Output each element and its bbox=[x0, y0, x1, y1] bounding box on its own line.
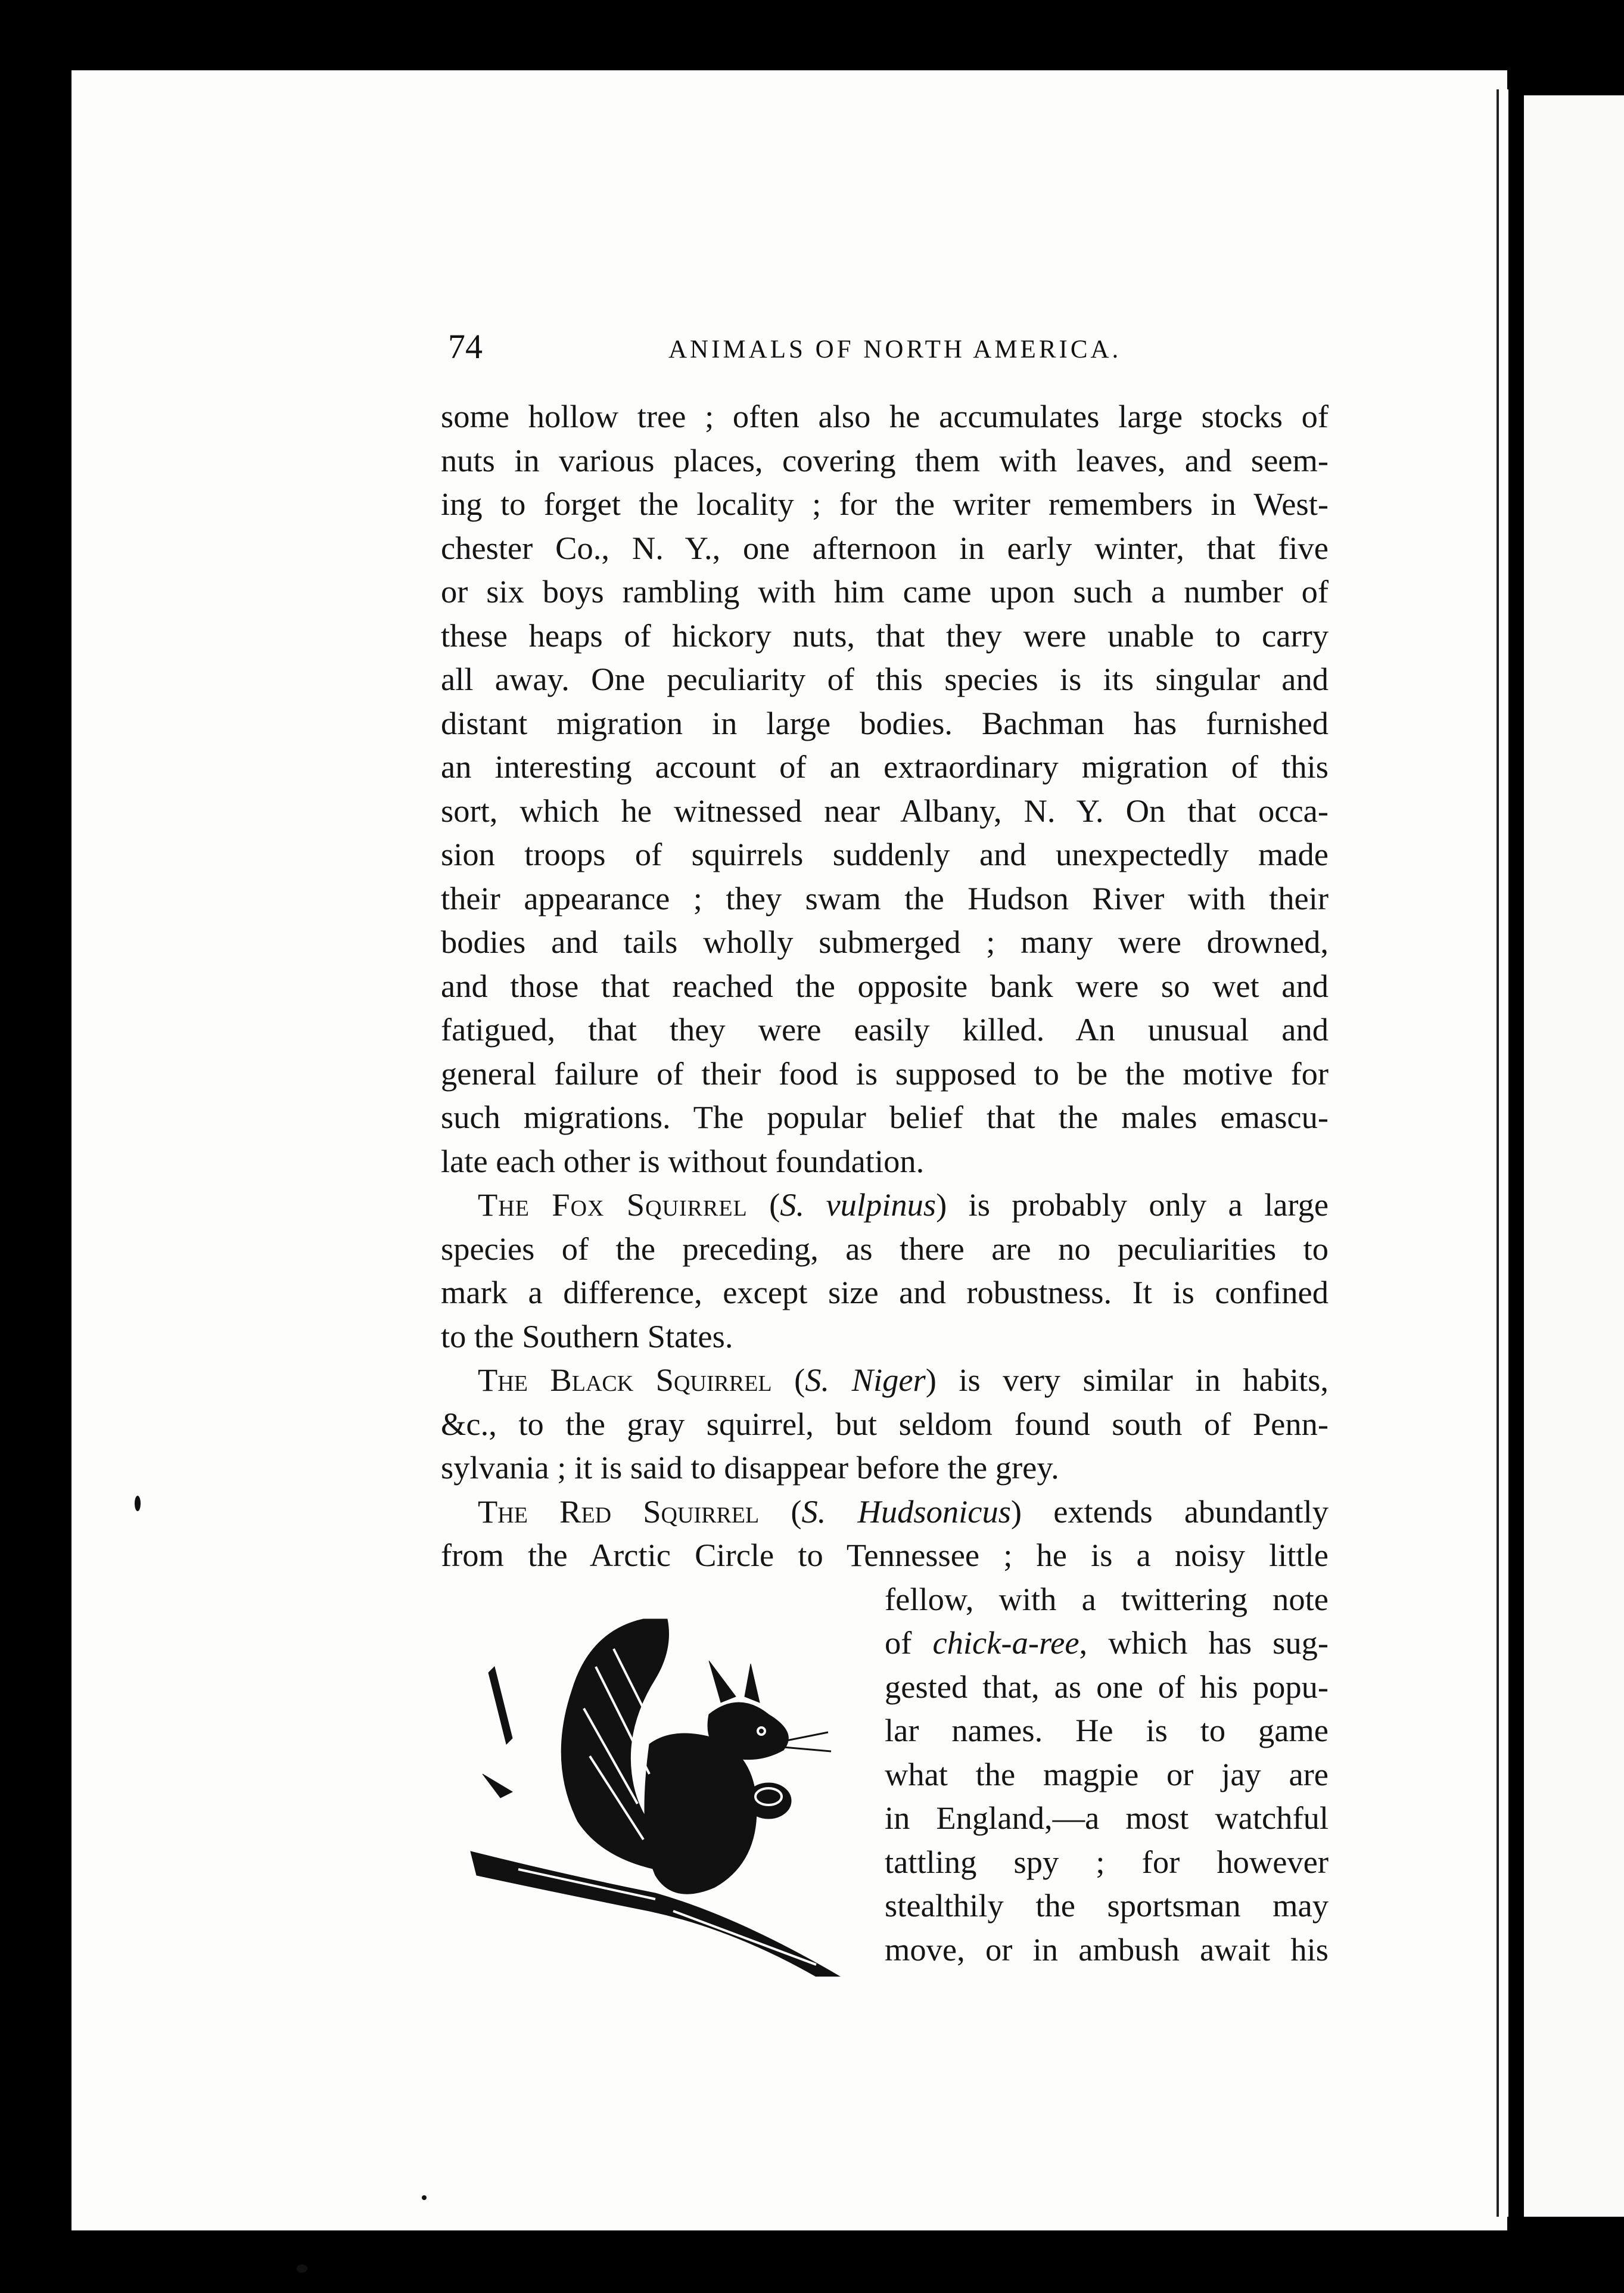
text-line: &c., to the gray squirrel, but seldom found south of Penn- bbox=[441, 1405, 1329, 1442]
text-line bbox=[441, 1183, 1329, 1227]
text-span: ) extends abundantly bbox=[1010, 1493, 1329, 1530]
paragraph-black-squirrel bbox=[441, 1358, 1329, 1490]
facing-page bbox=[1524, 95, 1624, 2217]
scan-speck bbox=[422, 2195, 427, 2200]
text-line: gested that, as one of his popu- bbox=[885, 1668, 1329, 1705]
text-line: stealthily the sportsman may bbox=[885, 1887, 1329, 1924]
text-line bbox=[441, 1490, 1329, 1534]
text-line: sort, which he witnessed near Albany, N. Y. On that occa- bbox=[441, 792, 1329, 829]
red-squirrel-woodcut-illustration bbox=[459, 1595, 864, 1977]
text-line: mark a difference, except size and robustness. It is confined bbox=[441, 1274, 1329, 1310]
text-line: all away. One peculiarity of this species is its singular and bbox=[441, 661, 1329, 697]
text-span: of bbox=[885, 1624, 933, 1661]
text-line: species of the preceding, as there are no peculiarities to bbox=[441, 1230, 1329, 1267]
text-line: general failure of their food is supposed to be the motive for bbox=[441, 1055, 1329, 1092]
species-heading: The Red Squirrel bbox=[478, 1493, 760, 1530]
scientific-name: S. vulpinus bbox=[780, 1186, 937, 1223]
scientific-name: S. Hudsonicus bbox=[801, 1493, 1011, 1530]
illustrated-section bbox=[441, 1577, 1329, 2018]
text-line: sion troops of squirrels suddenly and unexpectedly made bbox=[441, 836, 1329, 872]
running-title: ANIMALS OF NORTH AMERICA. bbox=[668, 335, 1122, 363]
text-line bbox=[885, 1621, 1329, 1665]
text-line: fatigued, that they were easily killed. An unusual and bbox=[441, 1011, 1329, 1048]
page-body bbox=[441, 394, 1329, 2018]
text-line: move, or in ambush await his bbox=[885, 1931, 1329, 1968]
text-line: lar names. He is to game bbox=[885, 1712, 1329, 1748]
text-line: sylvania ; it is said to disappear before the grey. bbox=[441, 1449, 1059, 1486]
scan-speck bbox=[297, 2264, 307, 2273]
text-line: such migrations. The popular belief that the males emascu- bbox=[441, 1099, 1329, 1135]
text-line: an interesting account of an extraordinary migration of this bbox=[441, 748, 1329, 785]
text-span: ) is probably only a large bbox=[936, 1186, 1329, 1223]
text-line: nuts in various places, covering them with leaves, and seem- bbox=[441, 442, 1329, 479]
parenthesis: ( bbox=[771, 1362, 805, 1398]
text-line: in England,—a most watchful bbox=[885, 1800, 1329, 1836]
text-line: what the magpie or jay are bbox=[885, 1756, 1329, 1792]
text-line: to the Southern States. bbox=[441, 1318, 733, 1354]
text-line: distant migration in large bodies. Bachman has furnished bbox=[441, 704, 1329, 741]
text-line: from the Arctic Circle to Tennessee ; he is a noisy little bbox=[441, 1537, 1329, 1573]
text-line: chester Co., N. Y., one afternoon in early winter, that five bbox=[441, 529, 1329, 566]
text-line: ing to forget the locality ; for the writer remembers in West- bbox=[441, 486, 1329, 522]
text-line: tattling spy ; for however bbox=[885, 1843, 1329, 1880]
page-header bbox=[448, 327, 1324, 374]
parenthesis: ( bbox=[747, 1186, 780, 1223]
scientific-name: S. Niger bbox=[805, 1362, 926, 1398]
text-line: and those that reached the opposite bank were so wet and bbox=[441, 967, 1329, 1004]
paragraph-red-squirrel bbox=[441, 1490, 1329, 2018]
text-line bbox=[441, 1358, 1329, 1402]
scan-speck bbox=[135, 1496, 141, 1511]
species-heading: The Black Squirrel bbox=[478, 1362, 772, 1398]
parenthesis: ( bbox=[759, 1493, 802, 1530]
text-span: ) is very similar in habits, bbox=[925, 1362, 1329, 1398]
paragraph-continued bbox=[441, 394, 1329, 1183]
text-line: some hollow tree ; often also he accumulates large stocks of bbox=[441, 398, 1329, 434]
page-number: 74 bbox=[448, 327, 483, 366]
text-line: fellow, with a twittering note bbox=[885, 1580, 1329, 1617]
text-line: late each other is without foundation. bbox=[441, 1142, 925, 1179]
text-line: their appearance ; they swam the Hudson River with their bbox=[441, 880, 1329, 916]
text-span: , which has sug- bbox=[1079, 1624, 1329, 1661]
facing-page-edge bbox=[1497, 89, 1508, 2217]
text-line: these heaps of hickory nuts, that they were unable to carry bbox=[441, 617, 1329, 654]
species-heading: The Fox Squirrel bbox=[478, 1186, 748, 1223]
paragraph-fox-squirrel bbox=[441, 1183, 1329, 1358]
call-name: chick-a-ree bbox=[932, 1624, 1079, 1661]
text-line: bodies and tails wholly submerged ; many were drowned, bbox=[441, 924, 1329, 960]
wrapped-text-column bbox=[885, 1577, 1329, 1972]
text-line: or six boys rambling with him came upon such a number of bbox=[441, 573, 1329, 610]
